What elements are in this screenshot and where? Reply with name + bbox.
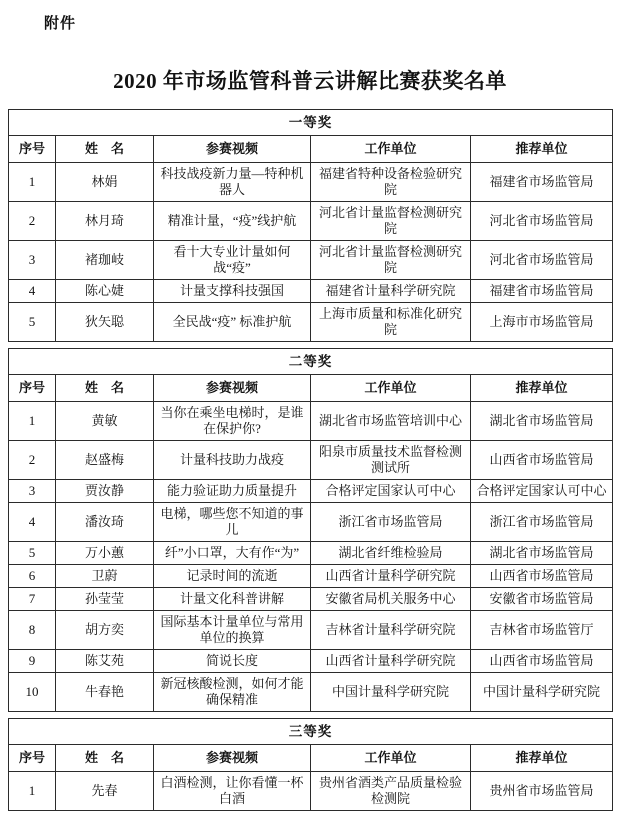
column-header: 参赛视频	[154, 136, 311, 163]
column-header: 工作单位	[311, 136, 471, 163]
cell-name: 褚珈岐	[56, 241, 154, 280]
cell-video: 当你在乘坐电梯时，是谁在保护你?	[154, 402, 311, 441]
column-header: 姓 名	[56, 375, 154, 402]
column-header: 参赛视频	[154, 745, 311, 772]
column-header: 工作单位	[311, 375, 471, 402]
column-header-row	[9, 375, 613, 402]
cell-video: 看十大专业计量如何战“疫”	[154, 241, 311, 280]
table-row	[9, 441, 613, 480]
cell-name: 狄矢聪	[56, 303, 154, 342]
table-row	[9, 503, 613, 542]
cell-recommender: 山西省市场监管局	[471, 565, 613, 588]
cell-video: 新冠核酸检测，如何才能确保精准	[154, 673, 311, 712]
cell-recommender: 安徽省市场监管局	[471, 588, 613, 611]
cell-work-unit: 山西省计量科学研究院	[311, 650, 471, 673]
column-header: 姓 名	[56, 745, 154, 772]
cell-work-unit: 中国计量科学研究院	[311, 673, 471, 712]
cell-work-unit: 山西省计量科学研究院	[311, 565, 471, 588]
column-header: 序号	[9, 136, 56, 163]
table-row	[9, 565, 613, 588]
cell-no: 2	[9, 441, 56, 480]
table-row	[9, 163, 613, 202]
cell-name: 潘汝琦	[56, 503, 154, 542]
cell-video: 简说长度	[154, 650, 311, 673]
cell-recommender: 福建省市场监管局	[471, 163, 613, 202]
cell-recommender: 中国计量科学研究院	[471, 673, 613, 712]
cell-name: 牛春艳	[56, 673, 154, 712]
table-row	[9, 280, 613, 303]
section-heading-row	[9, 719, 613, 745]
cell-work-unit: 阳泉市质量技术监督检测测试所	[311, 441, 471, 480]
cell-video: 计量文化科普讲解	[154, 588, 311, 611]
table-row	[9, 303, 613, 342]
cell-no: 1	[9, 402, 56, 441]
cell-work-unit: 河北省计量监督检测研究院	[311, 241, 471, 280]
cell-name: 陈心婕	[56, 280, 154, 303]
cell-work-unit: 福建省特种设备检验研究院	[311, 163, 471, 202]
page-title: 2020 年市场监管科普云讲解比赛获奖名单	[113, 69, 507, 93]
table-row	[9, 402, 613, 441]
column-header: 序号	[9, 745, 56, 772]
cell-video: 精准计量，“疫”线护航	[154, 202, 311, 241]
cell-recommender: 湖北省市场监管局	[471, 542, 613, 565]
table-row	[9, 542, 613, 565]
cell-work-unit: 湖北省市场监管培训中心	[311, 402, 471, 441]
column-header: 推荐单位	[471, 375, 613, 402]
cell-video: 纤”小口罩，大有作“为”	[154, 542, 311, 565]
cell-work-unit: 湖北省纤维检验局	[311, 542, 471, 565]
cell-work-unit: 安徽省局机关服务中心	[311, 588, 471, 611]
cell-name: 贾汝静	[56, 480, 154, 503]
cell-name: 陈艾苑	[56, 650, 154, 673]
column-header-row	[9, 745, 613, 772]
attachment-label: 附件	[44, 16, 77, 32]
cell-name: 林娟	[56, 163, 154, 202]
cell-name: 孙莹莹	[56, 588, 154, 611]
cell-video: 电梯，哪些您不知道的事儿	[154, 503, 311, 542]
cell-recommender: 山西省市场监管局	[471, 441, 613, 480]
cell-no: 3	[9, 480, 56, 503]
award-table-third-prize	[8, 718, 613, 811]
cell-work-unit: 上海市质量和标准化研究院	[311, 303, 471, 342]
cell-no: 4	[9, 503, 56, 542]
section-heading-row	[9, 349, 613, 375]
column-header: 推荐单位	[471, 136, 613, 163]
column-header: 姓 名	[56, 136, 154, 163]
section-heading-row	[9, 110, 613, 136]
cell-video: 科技战疫新力量—特种机器人	[154, 163, 311, 202]
cell-no: 5	[9, 303, 56, 342]
cell-recommender: 浙江省市场监管局	[471, 503, 613, 542]
cell-no: 1	[9, 163, 56, 202]
cell-no: 7	[9, 588, 56, 611]
cell-work-unit: 河北省计量监督检测研究院	[311, 202, 471, 241]
cell-no: 5	[9, 542, 56, 565]
cell-recommender: 山西省市场监管局	[471, 650, 613, 673]
table-row	[9, 772, 613, 811]
award-table-second-prize	[8, 348, 613, 712]
cell-video: 白酒检测，让你看懂一杯白酒	[154, 772, 311, 811]
table-row	[9, 480, 613, 503]
cell-no: 3	[9, 241, 56, 280]
cell-name: 黄敏	[56, 402, 154, 441]
cell-no: 9	[9, 650, 56, 673]
cell-name: 先春	[56, 772, 154, 811]
table-row	[9, 241, 613, 280]
cell-no: 1	[9, 772, 56, 811]
column-header: 工作单位	[311, 745, 471, 772]
cell-name: 万小蕙	[56, 542, 154, 565]
section-heading: 一等奖	[9, 110, 613, 136]
cell-name: 林月琦	[56, 202, 154, 241]
table-row	[9, 673, 613, 712]
cell-work-unit: 福建省计量科学研究院	[311, 280, 471, 303]
cell-recommender: 福建省市场监管局	[471, 280, 613, 303]
column-header: 推荐单位	[471, 745, 613, 772]
cell-recommender: 贵州省市场监管局	[471, 772, 613, 811]
cell-no: 8	[9, 611, 56, 650]
cell-recommender: 合格评定国家认可中心	[471, 480, 613, 503]
cell-recommender: 上海市市场监管局	[471, 303, 613, 342]
table-row	[9, 202, 613, 241]
cell-work-unit: 贵州省酒类产品质量检验检测院	[311, 772, 471, 811]
cell-video: 国际基本计量单位与常用单位的换算	[154, 611, 311, 650]
cell-work-unit: 合格评定国家认可中心	[311, 480, 471, 503]
column-header: 参赛视频	[154, 375, 311, 402]
cell-name: 赵盛梅	[56, 441, 154, 480]
award-table-first-prize	[8, 109, 613, 342]
cell-no: 6	[9, 565, 56, 588]
table-row	[9, 650, 613, 673]
cell-video: 计量支撑科技强国	[154, 280, 311, 303]
cell-name: 卫蔚	[56, 565, 154, 588]
section-heading: 二等奖	[9, 349, 613, 375]
cell-video: 计量科技助力战疫	[154, 441, 311, 480]
table-row	[9, 611, 613, 650]
cell-video: 能力验证助力质量提升	[154, 480, 311, 503]
cell-recommender: 湖北省市场监管局	[471, 402, 613, 441]
cell-video: 全民战“疫” 标准护航	[154, 303, 311, 342]
cell-no: 4	[9, 280, 56, 303]
cell-work-unit: 浙江省市场监管局	[311, 503, 471, 542]
cell-name: 胡方奕	[56, 611, 154, 650]
cell-video: 记录时间的流逝	[154, 565, 311, 588]
column-header-row	[9, 136, 613, 163]
cell-work-unit: 吉林省计量科学研究院	[311, 611, 471, 650]
cell-recommender: 吉林省市场监管厅	[471, 611, 613, 650]
award-tables	[8, 109, 612, 811]
section-heading: 三等奖	[9, 719, 613, 745]
cell-no: 10	[9, 673, 56, 712]
cell-no: 2	[9, 202, 56, 241]
cell-recommender: 河北省市场监管局	[471, 202, 613, 241]
cell-recommender: 河北省市场监管局	[471, 241, 613, 280]
column-header: 序号	[9, 375, 56, 402]
table-row	[9, 588, 613, 611]
